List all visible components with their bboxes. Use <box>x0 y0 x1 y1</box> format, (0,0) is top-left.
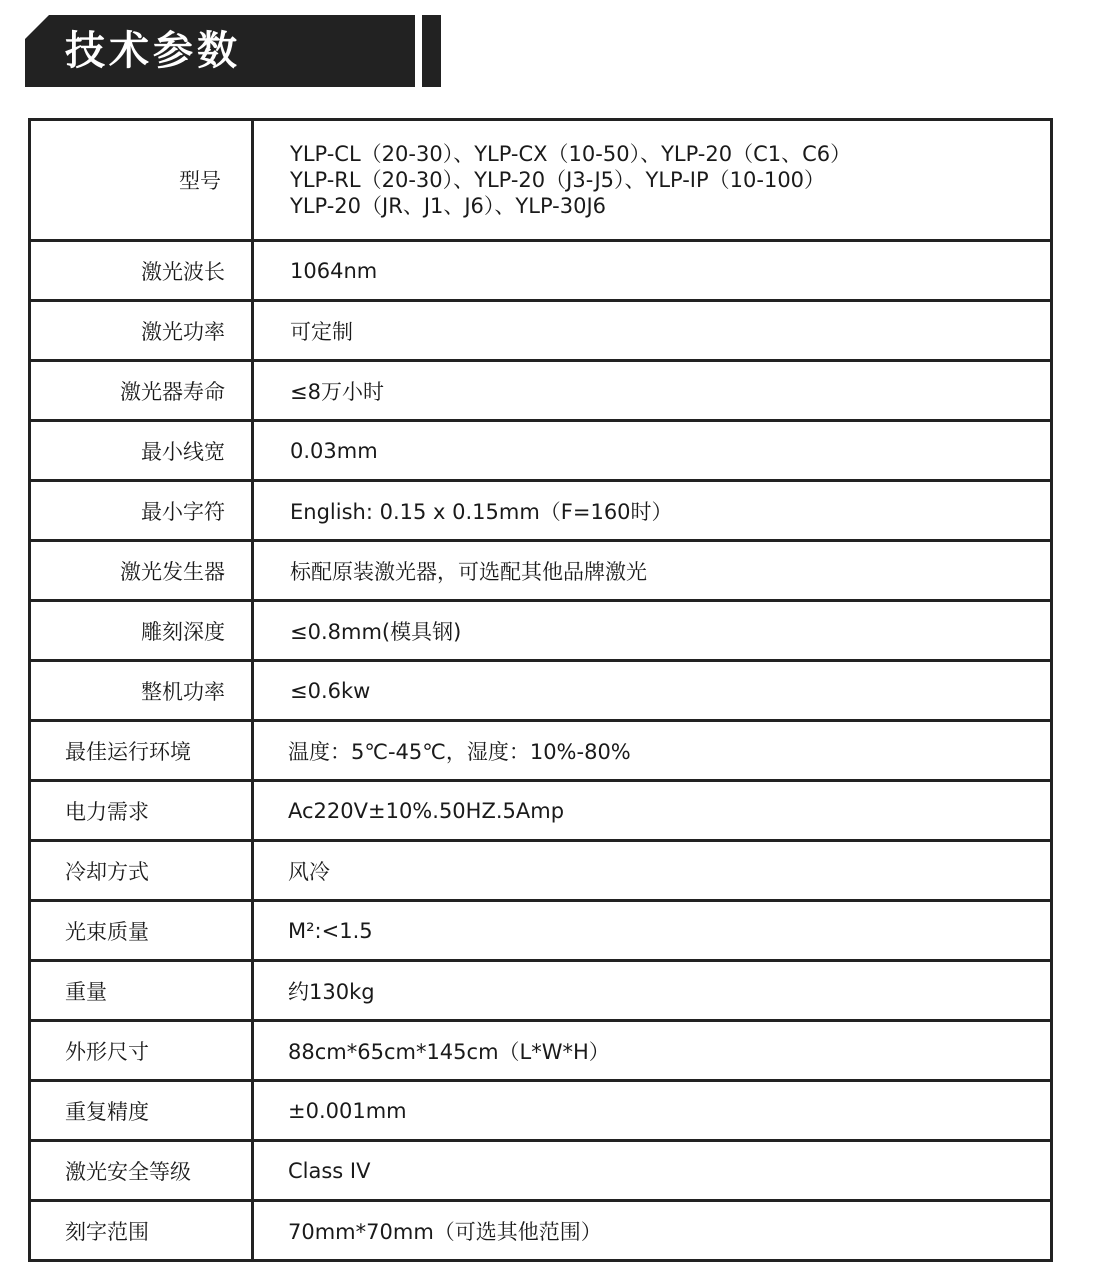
spec-label: 最佳运行环境 <box>30 721 253 781</box>
table-row <box>30 241 1052 301</box>
banner-notch <box>25 15 49 39</box>
spec-value: ≤8万小时 <box>253 361 1052 421</box>
spec-value: M²:<1.5 <box>253 901 1052 961</box>
model-line: YLP-CL（20-30）、YLP-CX（10-50）、YLP-20（C1、C6） <box>290 142 852 166</box>
spec-value: Class IV <box>253 1141 1052 1201</box>
spec-label: 型号 <box>30 120 253 241</box>
table-row <box>30 421 1052 481</box>
table-row <box>30 841 1052 901</box>
table-row <box>30 961 1052 1021</box>
table-row <box>30 361 1052 421</box>
table-row <box>30 120 1052 241</box>
table-row <box>30 721 1052 781</box>
spec-value: 0.03mm <box>253 421 1052 481</box>
spec-label: 激光器寿命 <box>30 361 253 421</box>
table-row <box>30 1021 1052 1081</box>
spec-label: 重量 <box>30 961 253 1021</box>
section-banner <box>25 15 415 87</box>
spec-label: 最小线宽 <box>30 421 253 481</box>
table-row <box>30 481 1052 541</box>
spec-label: 最小字符 <box>30 481 253 541</box>
spec-label: 光束质量 <box>30 901 253 961</box>
spec-value: 标配原装激光器，可选配其他品牌激光 <box>253 541 1052 601</box>
spec-value: 1064nm <box>253 241 1052 301</box>
spec-label: 外形尺寸 <box>30 1021 253 1081</box>
spec-label: 整机功率 <box>30 661 253 721</box>
spec-label: 激光波长 <box>30 241 253 301</box>
spec-value: ≤0.6kw <box>253 661 1052 721</box>
spec-label: 激光发生器 <box>30 541 253 601</box>
table-row <box>30 781 1052 841</box>
table-row <box>30 301 1052 361</box>
banner-accent-bar <box>422 15 441 87</box>
table-row <box>30 1201 1052 1261</box>
spec-value: 温度：5℃-45℃，湿度：10%-80% <box>253 721 1052 781</box>
section-title: 技术参数 <box>65 28 241 74</box>
spec-table <box>28 118 1053 1262</box>
spec-label: 重复精度 <box>30 1081 253 1141</box>
spec-label: 刻字范围 <box>30 1201 253 1261</box>
spec-value: Ac220V±10%.50HZ.5Amp <box>253 781 1052 841</box>
spec-label: 冷却方式 <box>30 841 253 901</box>
spec-value: 70mm*70mm（可选其他范围） <box>253 1201 1052 1261</box>
model-line: YLP-RL（20-30）、YLP-20（J3-J5）、YLP-IP（10-100） <box>290 168 826 192</box>
spec-value-model <box>253 120 1052 241</box>
model-line: YLP-20（JR、J1、J6）、YLP-30J6 <box>290 194 607 218</box>
table-row <box>30 601 1052 661</box>
spec-value: English: 0.15 x 0.15mm（F=160时） <box>253 481 1052 541</box>
spec-label: 雕刻深度 <box>30 601 253 661</box>
spec-value: ±0.001mm <box>253 1081 1052 1141</box>
spec-label: 激光安全等级 <box>30 1141 253 1201</box>
spec-value: 可定制 <box>253 301 1052 361</box>
spec-label: 电力需求 <box>30 781 253 841</box>
spec-label: 激光功率 <box>30 301 253 361</box>
table-row <box>30 1141 1052 1201</box>
table-row <box>30 1081 1052 1141</box>
table-row <box>30 901 1052 961</box>
spec-value: 风冷 <box>253 841 1052 901</box>
table-row <box>30 541 1052 601</box>
spec-value: ≤0.8mm(模具钢) <box>253 601 1052 661</box>
spec-value: 约130kg <box>253 961 1052 1021</box>
table-row <box>30 661 1052 721</box>
spec-value: 88cm*65cm*145cm（L*W*H） <box>253 1021 1052 1081</box>
